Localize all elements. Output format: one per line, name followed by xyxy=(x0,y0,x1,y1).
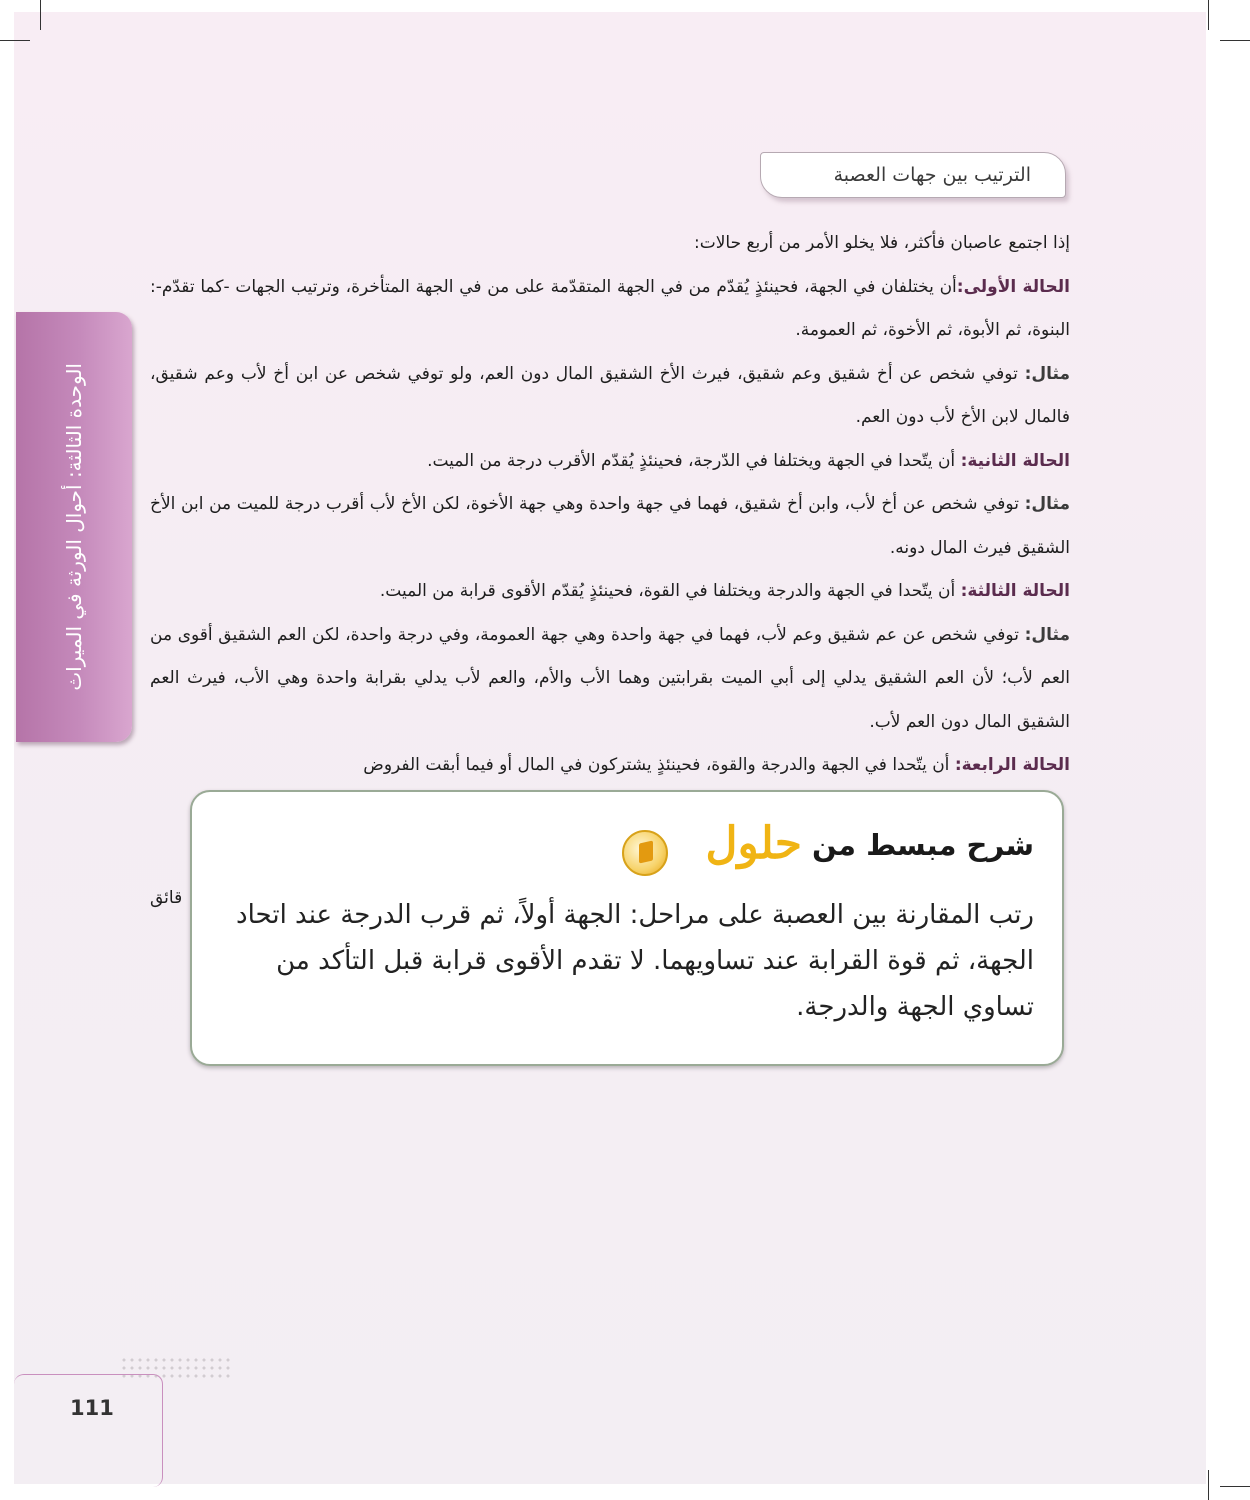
case-3-example-text: توفي شخص عن عم شقيق وعم لأب، فهما في جهة واحدة وهي جهة العمومة، وفي درجة واحدة، لكن العم الشقيق أقوى من العم لأب؛ لأن العم الشقيق يدلي إلى أبي الميت بقرابتين وهما الأب والأم، والعم لأب يدلي بقرابة واحدة وهي الأب، فيرث العم الشقيق المال دون العم لأب. xyxy=(150,624,1070,732)
case-3-label: الحالة الثالثة: xyxy=(960,581,1070,601)
page-number-frame xyxy=(14,1374,163,1487)
crop-mark xyxy=(0,40,30,41)
crop-mark xyxy=(1220,40,1250,41)
case-1-text: أن يختلفان في الجهة، فحينئذٍ يُقدّم من في الجهة المتقدّمة على من في الجهة المتأخرة، وترتيب الجهات -كما تقدّم-: البنوة، ثم الأبوة، ثم الأخوة، ثم العمومة. xyxy=(150,276,1070,340)
page-number: 111 xyxy=(70,1396,114,1420)
case-2-paragraph xyxy=(150,440,1070,484)
case-2-text: أن يتّحدا في الجهة ويختلفا في الدّرجة، فحينئذٍ يُقدّم الأقرب درجة من الميت. xyxy=(427,450,956,471)
case-3-paragraph xyxy=(150,570,1070,614)
case-1-label: الحالة الأولى: xyxy=(956,276,1071,297)
brand-name: حلول xyxy=(705,818,802,869)
stray-text-fragment: قائق xyxy=(150,888,183,908)
crop-mark xyxy=(1220,1486,1250,1487)
section-title: الترتيب بين جهات العصبة xyxy=(833,164,1031,186)
case-2-example xyxy=(150,483,1070,570)
intro-paragraph: إذا اجتمع عاصبان فأكثر، فلا يخلو الأمر من أربع حالات: xyxy=(693,233,1070,253)
example-label: مثال: xyxy=(1024,624,1070,645)
crop-mark xyxy=(1208,1470,1209,1500)
example-label: مثال: xyxy=(1024,363,1071,384)
explanation-box xyxy=(190,790,1064,1066)
explanation-title: شرح مبسط من xyxy=(811,828,1034,862)
crop-mark xyxy=(1208,0,1209,30)
case-3-example xyxy=(150,614,1070,745)
example-label: مثال: xyxy=(1024,494,1071,514)
case-4-label: الحالة الرابعة: xyxy=(954,755,1070,775)
brand-logo xyxy=(622,816,802,886)
case-2-label: الحالة الثانية: xyxy=(960,450,1070,471)
explanation-text: رتب المقارنة بين العصبة على مراحل: الجهة أولاً، ثم قرب الدرجة عند اتحاد الجهة، ثم قوة القرابة عند تساويهما. لا تقدم الأقوى قرابة قبل التأكد من تساوي الجهة والدرجة. xyxy=(236,900,1034,1022)
section-title-banner xyxy=(760,152,1066,198)
unit-title: الوحدة الثالثة: أحوال الورثة في الميراث xyxy=(62,363,86,691)
book-icon xyxy=(622,830,668,876)
case-3-text: أن يتّحدا في الجهة والدرجة ويختلفا في القوة، فحينئذٍ يُقدّم الأقوى قرابة من الميت. xyxy=(379,581,956,601)
main-text xyxy=(150,222,1070,787)
case-2-example-text: توفي شخص عن أخ لأب، وابن أخ شقيق، فهما في جهة واحدة وهي جهة الأخوة، لكن الأخ لأب أقرب درجة للميت من ابن الأخ الشقيق فيرث المال دونه. xyxy=(150,494,1070,558)
crop-mark xyxy=(40,0,41,30)
case-1-example-text: توفي شخص عن أخ شقيق وعم شقيق، فيرث الأخ الشقيق المال دون العم، ولو توفي شخص عن ابن أخ لأب وعم شقيق، فالمال لابن الأخ لأب دون العم. xyxy=(150,363,1070,427)
case-4-text: أن يتّحدا في الجهة والدرجة والقوة، فحينئذٍ يشتركون في المال أو فيما أبقت الفروض xyxy=(363,755,950,775)
unit-side-tab xyxy=(16,312,132,742)
case-4-paragraph xyxy=(150,744,1070,787)
case-1-paragraph xyxy=(150,266,1070,353)
case-1-example xyxy=(150,353,1070,440)
